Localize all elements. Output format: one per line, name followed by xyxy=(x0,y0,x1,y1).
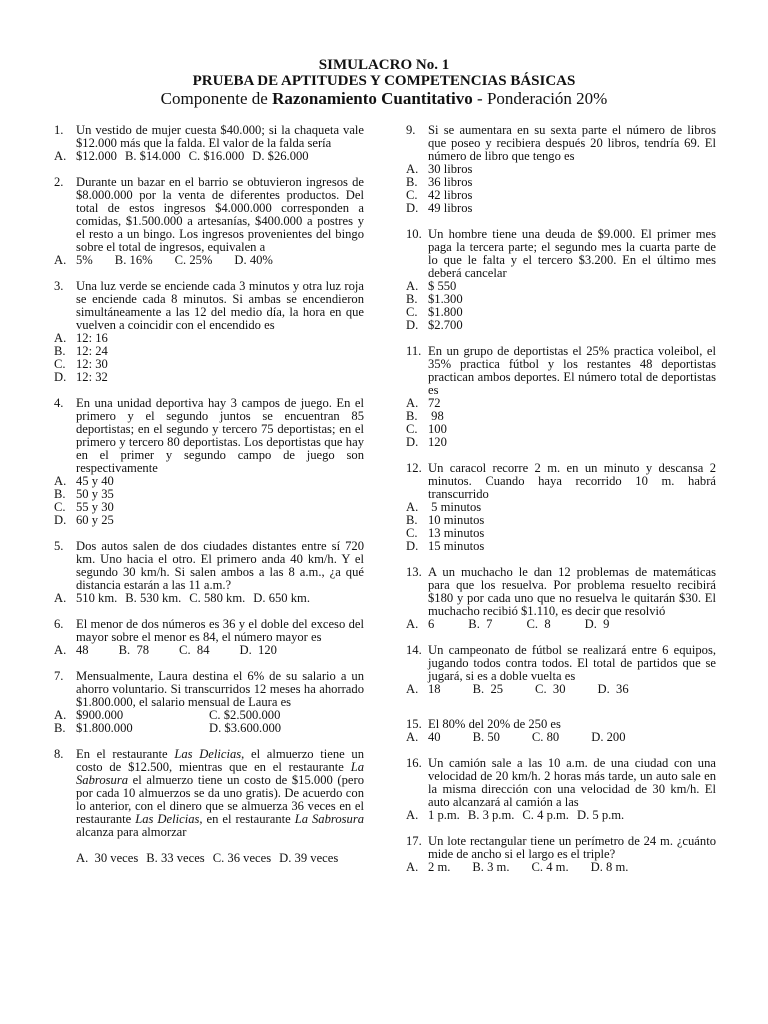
question-text: Un campeonato de fútbol se realizará entre 6 equipos, jugando todos contra todos. El total de partidos que se jugará, si es a doble vuelta es xyxy=(428,643,716,683)
option-d[interactable]: D. 60 y 25 xyxy=(54,513,114,527)
question-text: Dos autos salen de dos ciudades distantes entre sí 720 km. Uno hacia el otro. El primero anda 40 km/h. Y el segundo 30 km/h. Si salen ambos a las 8 a.m., ¿a qué distancia estarán a las 11 a.m.? xyxy=(76,539,364,592)
question-6: 6. El menor de dos números es 36 y el doble del exceso del mayor sobre el menor es 84, el número mayor es A. 48 B. 78 C. 84 D. 120 xyxy=(54,617,364,657)
answer-options xyxy=(406,397,716,449)
question-text: Mensualmente, Laura destina el 6% de su salario a un ahorro voluntario. Si transcurridos 12 meses ha ahorrado $1.800.000, el salario mensual de Laura es xyxy=(76,669,364,709)
option-a[interactable]: A. 1 p.m. xyxy=(406,808,460,822)
option-b[interactable]: B. 50 xyxy=(472,730,500,744)
option-d[interactable]: D. 39 veces xyxy=(279,851,339,865)
option-b[interactable]: B. 530 km. xyxy=(125,591,182,605)
option-c[interactable]: C. 4 p.m. xyxy=(522,808,569,822)
question-8: 8. En el restaurante Las Delicias, el almuerzo tiene un costo de $12.500, mientras que en el restaurante La Sabrosura el almuerzo tiene un costo de $15.000 (pero por cada 10 almuerzos se da uno gratis). De acuerdo con lo anterior, con el dinero que se almuerza 36 veces en el restaurante Las Delicias, en el restaurante La Sabrosura alcanza para almorzar A. 30 veces B. 33 veces C. 36 veces D. 39 veces xyxy=(54,747,365,865)
option-c[interactable]: C. 25% xyxy=(174,253,213,267)
option-d[interactable]: D. $26.000 xyxy=(252,149,309,163)
answer-options xyxy=(406,618,716,631)
option-d[interactable]: D. 200 xyxy=(591,730,626,744)
left-column xyxy=(54,124,364,878)
option-a[interactable]: A. 30 libros xyxy=(406,162,473,176)
option-d[interactable]: D. 49 libros xyxy=(406,201,473,215)
option-b[interactable]: B. 12: 24 xyxy=(54,344,108,358)
option-d[interactable]: D. 8 m. xyxy=(590,860,629,874)
option-c[interactable]: C. 30 xyxy=(535,682,566,696)
option-b[interactable]: B. 98 xyxy=(406,409,444,423)
question-16: 16. Un camión sale a las 10 a.m. de una ciudad con una velocidad de 20 km/h. 2 horas más tarde, un auto sale en la misma dirección con una velocidad de 30 km/h. El auto alcanzará al camión a las A. 1 p.m. B. 3 p.m. C. 4 p.m. D. 5 p.m. xyxy=(406,756,716,822)
option-c[interactable]: C. 84 xyxy=(179,643,210,657)
option-b[interactable]: B. 33 veces xyxy=(146,851,205,865)
option-b[interactable]: B. 3 m. xyxy=(472,860,510,874)
option-c[interactable]: C. 36 veces xyxy=(212,851,272,865)
option-c[interactable]: C. 8 xyxy=(526,617,551,631)
answer-options xyxy=(54,150,364,163)
question-1: 1. Un vestido de mujer cuesta $40.000; si la chaqueta vale $12.000 más que la falda. El valor de la falda sería A. $12.000 B. $14.000 C. $16.000 D. $26.000 xyxy=(54,123,364,163)
option-b[interactable]: B. 36 libros xyxy=(406,175,473,189)
option-b[interactable]: B. 3 p.m. xyxy=(467,808,515,822)
answer-options xyxy=(406,861,716,874)
option-a[interactable]: A. 2 m. xyxy=(406,860,451,874)
answer-options xyxy=(54,644,364,657)
question-17: 17. Un lote rectangular tiene un perímetro de 24 m. ¿cuánto mide de ancho si el largo es el triple? A. 2 m. B. 3 m. C. 4 m. D. 8 m. xyxy=(406,834,716,874)
question-text: Un camión sale a las 10 a.m. de una ciudad con una velocidad de 20 km/h. 2 horas más tarde, un auto sale en la misma dirección con una velocidad de 30 km/h. El auto alcanzará al camión a las xyxy=(428,756,716,809)
right-column xyxy=(406,124,716,887)
option-d[interactable]: D. 120 xyxy=(406,435,447,449)
question-5: 5. Dos autos salen de dos ciudades distantes entre sí 720 km. Uno hacia el otro. El primero anda 40 km/h. Y el segundo 30 km/h. Si salen ambos a las 8 a.m., ¿a qué distancia estarán a las 11 a.m.? A. 510 km. B. 530 km. C. 580 km. D. 650 km. xyxy=(54,539,364,605)
option-a[interactable]: A. 5% xyxy=(54,253,93,267)
answer-options xyxy=(54,709,364,735)
option-d[interactable]: D. 15 minutos xyxy=(406,539,485,553)
question-text: En un grupo de deportistas el 25% practica voleibol, el 35% practica fútbol y los restantes 48 deportistas practican ambos deportes. El número total de deportistas es xyxy=(428,344,716,397)
option-d[interactable]: D. $2.700 xyxy=(406,318,463,332)
question-text: El menor de dos números es 36 y el doble del exceso del mayor sobre el menor es 84, el número mayor es xyxy=(76,617,364,644)
option-d[interactable]: D. 9 xyxy=(584,617,610,631)
option-b[interactable]: B. 78 xyxy=(118,643,150,657)
option-a[interactable]: A. 48 xyxy=(54,643,89,657)
question-text: Una luz verde se enciende cada 3 minutos y otra luz roja se enciende cada 8 minutos. Si ambas se encendieron simultáneamente a las 12 del medio día, la hora en que vuelven a coincidir con el encendido es xyxy=(76,279,364,332)
option-c[interactable]: C. 42 libros xyxy=(406,188,473,202)
option-a[interactable]: A. 18 xyxy=(406,682,441,696)
answer-options xyxy=(406,683,716,696)
option-b[interactable]: B. 7 xyxy=(468,617,493,631)
option-a[interactable]: A. 30 veces xyxy=(76,851,139,865)
answer-options xyxy=(54,254,364,267)
option-b[interactable]: B. 25 xyxy=(472,682,504,696)
question-3: 3. Una luz verde se enciende cada 3 minutos y otra luz roja se enciende cada 8 minutos. Si ambas se encendieron simultáneamente a las 12 del medio día, la hora en que vuelven a coincidir con el encendido es A. 12: 16 B. 12: 24 C. 12: 30 D. 12: 32 xyxy=(54,279,364,384)
option-a[interactable]: A. 510 km. xyxy=(54,591,118,605)
component-line: Componente de Razonamiento Cuantitativo - Ponderación 20% xyxy=(160,89,608,108)
question-11: 11. En un grupo de deportistas el 25% practica voleibol, el 35% practica fútbol y los restantes 48 deportistas practican ambos deportes. El número total de deportistas es A. 72 B. 98 C. 100 D. 120 xyxy=(406,344,716,449)
question-text: Un lote rectangular tiene un perímetro de 24 m. ¿cuánto mide de ancho si el largo es el triple? xyxy=(428,834,716,861)
option-c[interactable]: C. 12: 30 xyxy=(54,357,108,371)
option-a[interactable]: A. $ 550 xyxy=(406,279,457,293)
question-4: 4. En una unidad deportiva hay 3 campos de juego. En el primero y el segundo juntos se encuentran 85 deportistas; en el segundo y tercero 75 deportistas; en el primero y tercero 80 deportistas. Los deportistas que hay en el primer y segundo campo de juego son respectivamente A. 45 y 40 B. 50 y 35 C. 55 y 30 D. 60 y 25 xyxy=(54,396,364,527)
question-12: 12. Un caracol recorre 2 m. en un minuto y descansa 2 minutos. Cuando haya recorrido 10 m. habrá transcurrido A. 5 minutos B. 10 minutos C. 13 minutos D. 15 minutos xyxy=(406,461,716,553)
answer-options xyxy=(406,280,716,332)
option-a[interactable]: A. 5 minutos xyxy=(406,500,482,514)
exam-subtitle: PRUEBA DE APTITUDES Y COMPETENCIAS BÁSICAS xyxy=(192,73,576,89)
option-d[interactable]: D. 36 xyxy=(597,682,629,696)
question-9: 9. Si se aumentara en su sexta parte el número de libros que poseo y recibiera después 20 libros, tendría 69. El número de libro que tengo es A. 30 libros B. 36 libros C. 42 libros D. 49 libros xyxy=(406,123,716,215)
option-b[interactable]: B. $1.300 xyxy=(406,292,463,306)
exam-title: SIMULACRO No. 1 xyxy=(318,57,450,73)
question-text: En el restaurante Las Delicias, el almuerzo tiene un costo de $12.500, mientras que en el restaurante La Sabrosura el almuerzo tiene un costo de $15.000 (pero por cada 10 almuerzos se da uno gratis). De acuerdo con lo anterior, con el dinero que se almuerza 36 veces en el restaurante Las Delicias, en el restaurante La Sabrosura alcanza para almorzar xyxy=(76,747,365,839)
answer-options xyxy=(406,163,716,215)
answer-options xyxy=(54,852,364,865)
option-a[interactable]: A. 12: 16 xyxy=(54,331,108,345)
option-b[interactable]: B. $1.800.000 xyxy=(54,721,133,735)
question-text: Si se aumentara en su sexta parte el número de libros que poseo y recibiera después 20 libros, tendría 69. El número de libro que tengo es xyxy=(428,123,716,163)
page-header xyxy=(0,57,768,109)
option-d[interactable]: D. 650 km. xyxy=(253,591,310,605)
option-a[interactable]: A. 40 xyxy=(406,730,441,744)
question-text: Un caracol recorre 2 m. en un minuto y descansa 2 minutos. Cuando haya recorrido 10 m. habrá transcurrido xyxy=(428,461,716,501)
option-a[interactable]: A. $12.000 xyxy=(54,149,117,163)
option-c[interactable]: C. 80 xyxy=(531,730,560,744)
question-2: 2. Durante un bazar en el barrio se obtuvieron ingresos de $8.000.000 por la venta de diferentes productos. Del total de estos ingresos $4.000.000 corresponden a comidas, $1.500.000 a artesanías, $400.000 a postres y el resto a un bingo. Los ingresos provenientes del bingo sobre el total de ingresos, equivalen a A. 5% B. 16% C. 25% D. 40% xyxy=(54,175,364,267)
answer-options xyxy=(406,501,716,553)
option-a[interactable]: A. 45 y 40 xyxy=(54,474,114,488)
option-c[interactable]: C. 55 y 30 xyxy=(54,500,114,514)
question-text: A un muchacho le dan 12 problemas de matemáticas para que los resuelva. Por problema resuelto recibirá $180 y por cada uno que no resuelva le quitarán $30. El muchacho recibió $1.110, es decir que resolvió xyxy=(428,565,716,618)
option-c[interactable]: C. 100 xyxy=(406,422,447,436)
option-c[interactable]: C. $2.500.000 xyxy=(209,708,281,722)
question-text: En una unidad deportiva hay 3 campos de juego. En el primero y el segundo juntos se encuentran 85 deportistas; en el segundo y tercero 75 deportistas; en el primero y tercero 80 deportistas. Los deportistas que hay en el primer y segundo campo de juego son respectivamente xyxy=(76,396,364,475)
option-b[interactable]: B. 10 minutos xyxy=(406,513,485,527)
answer-options xyxy=(406,731,716,744)
question-14: 14. Un campeonato de fútbol se realizará entre 6 equipos, jugando todos contra todos. El total de partidos que se jugará, si es a doble vuelta es A. 18 B. 25 C. 30 D. 36 xyxy=(406,643,716,696)
question-10: 10. Un hombre tiene una deuda de $9.000. El primer mes paga la tercera parte; el segundo mes la cuarta parte de lo que le falta y el tercero $3.200. En el último mes deberá cancelar A. $ 550 B. $1.300 C. $1.800 D. $2.700 xyxy=(406,227,716,332)
question-15: 15. El 80% del 20% de 250 es A. 40 B. 50 C. 80 D. 200 xyxy=(406,718,716,744)
answer-options xyxy=(406,809,716,822)
question-text: El 80% del 20% de 250 es xyxy=(428,717,561,731)
question-7: 7. Mensualmente, Laura destina el 6% de su salario a un ahorro voluntario. Si transcurridos 12 meses ha ahorrado $1.800.000, el salario mensual de Laura es A. $900.000 C. $2.500.000 B. $1.800.000 D. $3.600.000 xyxy=(54,669,364,735)
option-a[interactable]: A. $900.000 xyxy=(54,708,124,722)
option-c[interactable]: C. 4 m. xyxy=(531,860,569,874)
option-c[interactable]: C. 580 km. xyxy=(189,591,246,605)
answer-options xyxy=(54,592,364,605)
option-d[interactable]: D. 5 p.m. xyxy=(576,808,625,822)
question-13: 13. A un muchacho le dan 12 problemas de matemáticas para que los resuelva. Por problema resuelto recibirá $180 y por cada uno que no resuelva le quitarán $30. El muchacho recibió $1.110, es decir que resolvió A. 6 B. 7 C. 8 D. 9 xyxy=(406,565,716,631)
option-a[interactable]: A. 72 xyxy=(406,396,441,410)
option-a[interactable]: A. 6 xyxy=(406,617,435,631)
option-b[interactable]: B. 16% xyxy=(114,253,153,267)
question-text: Durante un bazar en el barrio se obtuvieron ingresos de $8.000.000 por la venta de diferentes productos. Del total de estos ingresos $4.000.000 corresponden a comidas, $1.500.000 a artesanías, $400.000 a postres y el resto a un bingo. Los ingresos provenientes del bingo sobre el total de ingresos, equivalen a xyxy=(76,175,364,254)
option-c[interactable]: C. $1.800 xyxy=(406,305,463,319)
option-d[interactable]: D. $3.600.000 xyxy=(209,721,282,735)
option-c[interactable]: C. $16.000 xyxy=(188,149,245,163)
option-b[interactable]: B. 50 y 35 xyxy=(54,487,114,501)
option-c[interactable]: C. 13 minutos xyxy=(406,526,485,540)
answer-options xyxy=(54,332,364,384)
option-d[interactable]: D. 120 xyxy=(239,643,277,657)
question-text: Un hombre tiene una deuda de $9.000. El primer mes paga la tercera parte; el segundo mes la cuarta parte de lo que le falta y el tercero $3.200. En el último mes deberá cancelar xyxy=(428,227,716,280)
option-b[interactable]: B. $14.000 xyxy=(124,149,181,163)
option-d[interactable]: D. 40% xyxy=(234,253,273,267)
question-text: Un vestido de mujer cuesta $40.000; si la chaqueta vale $12.000 más que la falda. El valor de la falda sería xyxy=(76,123,364,150)
option-d[interactable]: D. 12: 32 xyxy=(54,370,108,384)
answer-options xyxy=(54,475,364,527)
